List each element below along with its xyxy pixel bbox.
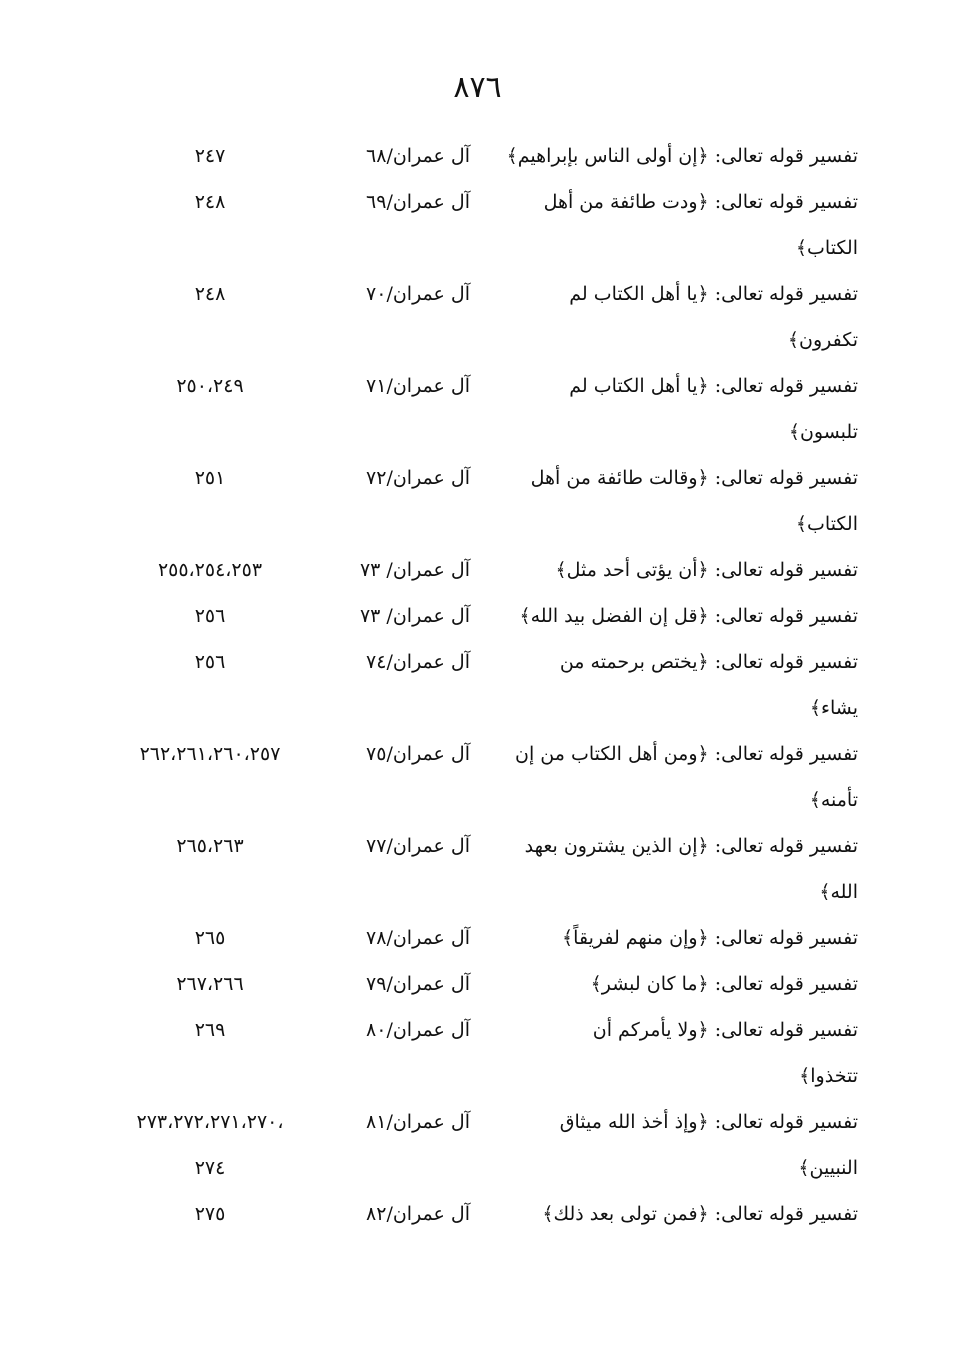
index-entry: [0, 1194, 955, 1240]
entry-title: تفسير قوله تعالى: ﴿فمن تولى بعد ذلك﴾: [542, 1203, 858, 1225]
entry-surah-ref: آل عمران/٧٩: [366, 973, 470, 995]
entry-surah-ref: آل عمران/٧٤: [366, 651, 470, 673]
entry-title-continuation: تلبسون﴾: [788, 421, 858, 443]
entry-pages-continuation: ٢٧٤: [194, 1157, 226, 1179]
index-list: [0, 136, 955, 1240]
index-entry: [0, 458, 955, 550]
entry-title: تفسير قوله تعالى: ﴿ما كان لبشر﴾: [590, 973, 858, 995]
entry-surah-ref: آل عمران/٨٢: [366, 1203, 470, 1225]
entry-surah-ref: آل عمران/٧٥: [366, 743, 470, 765]
entry-pages: ٢٥٥،٢٥٤،٢٥٣: [157, 559, 263, 581]
entry-title: تفسير قوله تعالى: ﴿إن الذين يشترون بعهد: [524, 835, 858, 857]
entry-title-continuation: الكتاب﴾: [795, 513, 858, 535]
entry-pages: ٢٤٨: [194, 283, 226, 305]
entry-title: تفسير قوله تعالى: ﴿قل إن الفضل بيد الله﴾: [519, 605, 858, 627]
entry-pages: ٢٥٠،٢٤٩: [176, 375, 244, 397]
entry-surah-ref: آل عمران/ ٧٣: [359, 605, 470, 627]
entry-title: تفسير قوله تعالى: ﴿ودت طائفة من أهل: [543, 191, 858, 213]
page-number: ٨٧٦: [453, 70, 502, 105]
index-entry: [0, 964, 955, 1010]
entry-surah-ref: آل عمران/٨٠: [366, 1019, 470, 1041]
index-entry: [0, 366, 955, 458]
entry-title: تفسير قوله تعالى: ﴿إن أولى الناس بإبراهيم﴾: [506, 145, 858, 167]
index-entry: [0, 642, 955, 734]
entry-surah-ref: آل عمران/٧١: [366, 375, 470, 397]
entry-title-continuation: تتخذوا﴾: [799, 1065, 858, 1087]
entry-title: تفسير قوله تعالى: ﴿أن يؤتى أحد مثل﴾: [555, 559, 858, 581]
entry-surah-ref: آل عمران/٨١: [366, 1111, 470, 1133]
index-entry: [0, 550, 955, 596]
entry-pages: ٢٦٢،٢٦١،٢٦٠،٢٥٧: [139, 743, 281, 765]
entry-pages: ٢٦٥،٢٦٣: [176, 835, 244, 857]
index-entry: [0, 182, 955, 274]
entry-title: تفسير قوله تعالى: ﴿وإذ أخذ الله ميثاق: [559, 1111, 858, 1133]
entry-title: تفسير قوله تعالى: ﴿وقالت طائفة من أهل: [530, 467, 858, 489]
entry-title: تفسير قوله تعالى: ﴿يا أهل الكتاب لم: [569, 283, 858, 305]
entry-pages: ٢٦٩: [194, 1019, 226, 1041]
entry-surah-ref: آل عمران/٦٩: [366, 191, 470, 213]
index-entry: [0, 918, 955, 964]
index-entry: [0, 1102, 955, 1194]
index-entry: [0, 734, 955, 826]
entry-surah-ref: آل عمران/٦٨: [366, 145, 470, 167]
entry-title-continuation: يشاء﴾: [809, 697, 858, 719]
entry-surah-ref: آل عمران/٧٨: [366, 927, 470, 949]
entry-pages: ٢٤٨: [194, 191, 226, 213]
entry-pages: ٢٥٦: [194, 651, 226, 673]
entry-title-continuation: الكتاب﴾: [795, 237, 858, 259]
entry-pages: ٢٦٧،٢٦٦: [176, 973, 244, 995]
entry-pages: ٢٦٥: [194, 927, 226, 949]
entry-surah-ref: آل عمران/ ٧٣: [359, 559, 470, 581]
entry-title: تفسير قوله تعالى: ﴿ولا يأمركم أن: [592, 1019, 858, 1041]
entry-title: تفسير قوله تعالى: ﴿يختص برحمته من: [559, 651, 858, 673]
entry-pages: ،٢٧٣،٢٧٢،٢٧١،٢٧٠: [136, 1111, 284, 1133]
entry-title: تفسير قوله تعالى: ﴿يا أهل الكتاب لم: [569, 375, 858, 397]
index-entry: [0, 274, 955, 366]
entry-title: تفسير قوله تعالى: ﴿ومن أهل الكتاب من إن: [515, 743, 858, 765]
entry-pages: ٢٤٧: [194, 145, 226, 167]
entry-title-continuation: النبيين﴾: [798, 1157, 858, 1179]
entry-title-continuation: تأمنه﴾: [809, 789, 858, 811]
entry-title: تفسير قوله تعالى: ﴿وإن منهم لفريقاً﴾: [562, 927, 858, 949]
index-entry: [0, 596, 955, 642]
index-entry: [0, 1010, 955, 1102]
entry-title-continuation: الله﴾: [819, 881, 858, 903]
entry-surah-ref: آل عمران/٧٢: [366, 467, 470, 489]
entry-surah-ref: آل عمران/٧٠: [366, 283, 470, 305]
index-entry: [0, 136, 955, 182]
entry-pages: ٢٧٥: [194, 1203, 226, 1225]
entry-pages: ٢٥٦: [194, 605, 226, 627]
entry-pages: ٢٥١: [194, 467, 226, 489]
index-entry: [0, 826, 955, 918]
entry-surah-ref: آل عمران/٧٧: [366, 835, 470, 857]
entry-title-continuation: تكفرون﴾: [787, 329, 858, 351]
